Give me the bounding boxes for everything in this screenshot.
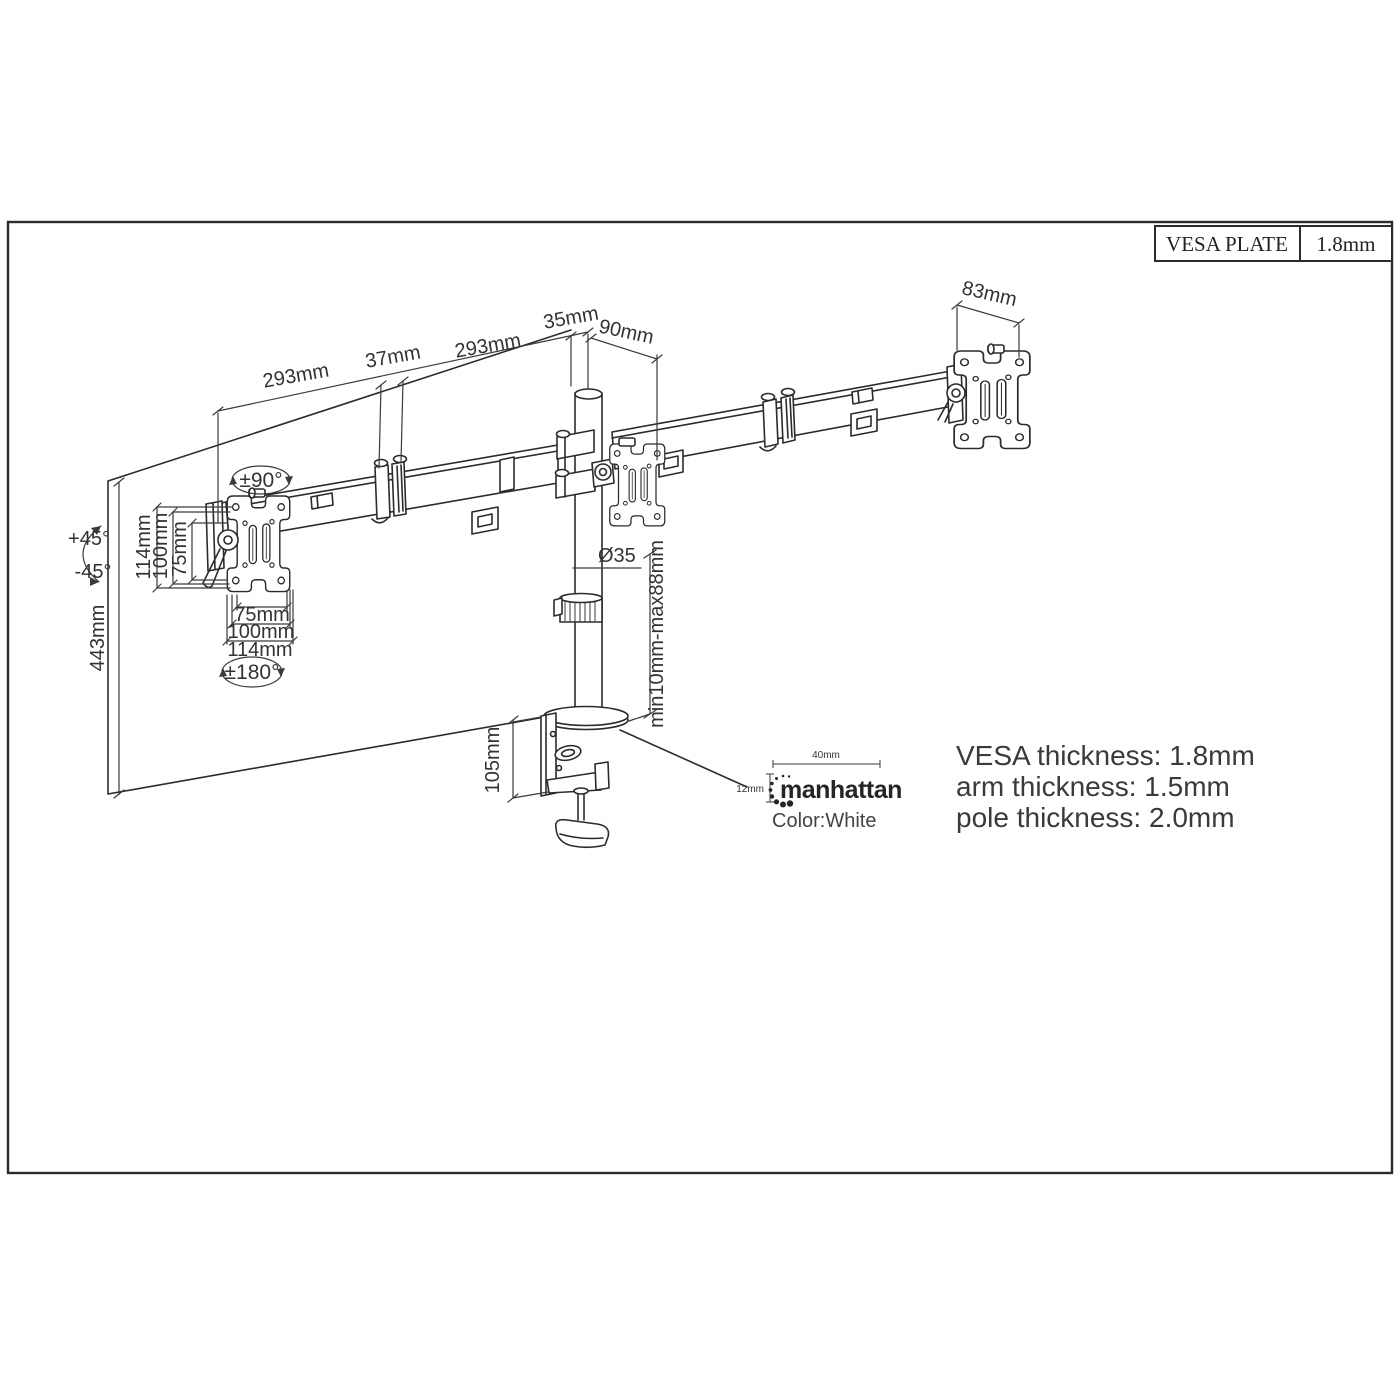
arm-junction-right	[760, 389, 795, 451]
clamp-pad	[554, 743, 582, 762]
spec-arm: arm thickness: 1.5mm	[956, 771, 1230, 802]
dim-offset: 90mm	[596, 315, 656, 349]
pivot-bolt	[595, 464, 611, 480]
vesa-plate-left-assembly	[203, 488, 290, 592]
title-block	[1155, 226, 1392, 261]
adjustment-ring	[554, 594, 602, 623]
clamp-jaw-lip	[595, 762, 609, 790]
spec-vesa: VESA thickness: 1.8mm	[956, 740, 1255, 771]
clamp-hole	[557, 766, 562, 771]
cable-clip	[472, 507, 498, 534]
dim-logo-h: 12mm	[736, 784, 764, 795]
dim-pole-top: 35mm	[541, 302, 601, 334]
page-border	[8, 222, 1392, 1173]
dim-pole-range-label: min10mm-max88mm	[646, 540, 668, 728]
arm-junction-left	[372, 456, 407, 523]
dim-v-slots: 75mm	[169, 521, 191, 577]
angle-tilt-minus: -45°	[74, 561, 112, 583]
vesa-plate-right	[954, 351, 1030, 449]
dim-h-holes: 100mm	[227, 621, 295, 643]
dim-logo-w: 40mm	[812, 750, 840, 761]
pole-top	[575, 389, 602, 399]
arrow	[229, 476, 237, 485]
spec-pole: pole thickness: 2.0mm	[956, 802, 1235, 833]
thumbscrew	[619, 438, 635, 446]
dim-pole-dia: Ø35	[598, 545, 636, 567]
pivot-bolt	[947, 384, 965, 402]
title-block-item: VESA PLATE	[1166, 232, 1288, 256]
dim-h-outer: 114mm	[227, 639, 293, 661]
title-block-value: 1.8mm	[1316, 232, 1376, 256]
bolt-head	[556, 470, 569, 477]
dim-v-outer: 114mm	[133, 514, 155, 580]
dim-plate-horizontal	[223, 590, 297, 661]
desk-clamp	[541, 707, 628, 848]
angle-swivel: ±90°	[239, 469, 283, 492]
angle-tilt-plus: +45°	[68, 528, 110, 550]
dim-clamp-label: 105mm	[482, 726, 504, 794]
dim-h-slots: 75mm	[234, 604, 290, 626]
clamp-knob	[556, 820, 609, 848]
bolt-head	[375, 460, 388, 467]
cable-clip	[500, 457, 514, 492]
dim-v-holes: 100mm	[150, 512, 172, 580]
dim-height-443	[87, 478, 124, 798]
desk-edge	[620, 730, 747, 787]
dim-clamp-height	[482, 716, 548, 802]
bolt-head	[557, 431, 570, 438]
brand-block	[736, 750, 902, 832]
bolt-head	[394, 456, 407, 463]
dim-height: 443mm	[87, 604, 109, 672]
pole	[554, 389, 602, 713]
pivot-bolt	[218, 530, 238, 550]
bolt-head	[782, 389, 795, 396]
color-note: Color:White	[772, 810, 877, 832]
annotation-swivel	[229, 466, 293, 494]
spec-text	[956, 740, 1255, 833]
dim-plate-w-right: 83mm	[959, 277, 1019, 312]
annotation-rotation	[219, 657, 285, 687]
manhattan-logo-text: manhattan	[780, 776, 902, 804]
dim-span-right: 293mm	[453, 329, 523, 363]
arrow	[285, 476, 293, 485]
vesa-plate-center-assembly	[592, 438, 665, 526]
dim-joint: 37mm	[363, 341, 423, 373]
bolt-head	[762, 394, 775, 401]
dim-span-left: 293mm	[261, 359, 331, 393]
cable-clip	[851, 409, 877, 436]
vesa-plate-right-assembly	[938, 344, 1030, 449]
angle-rotation: ±180°	[224, 661, 280, 684]
annotation-tilt	[68, 526, 111, 586]
ring-tab	[554, 598, 562, 616]
